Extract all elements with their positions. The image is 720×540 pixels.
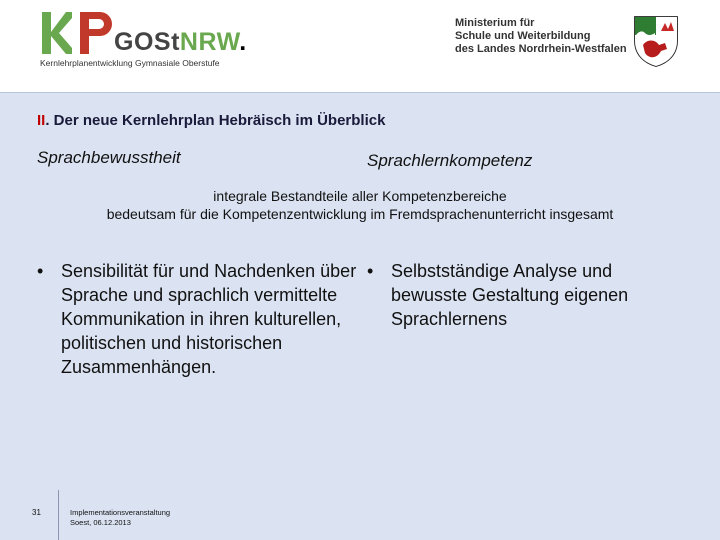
intro-line-1: integrale Bestandteile aller Kompetenzbereiche	[213, 188, 507, 204]
logo-subtitle: Kernlehrplanentwicklung Gymnasiale Oberstufe	[40, 58, 220, 68]
logo-dot: .	[239, 28, 247, 56]
header	[0, 0, 720, 92]
content-top-border	[0, 92, 720, 93]
heading-sprachbewusstheit: Sprachbewusstheit	[37, 148, 181, 167]
footer-divider	[58, 490, 59, 540]
kp-gost-nrw-logo	[40, 8, 247, 76]
ministry-name	[455, 17, 625, 56]
right-bullet-list	[367, 259, 687, 331]
slide-title-roman: II	[37, 112, 46, 129]
heading-sprachlernkompetenz: Sprachlernkompetenz	[367, 151, 533, 170]
bullet-marker: •	[37, 261, 44, 281]
list-item	[37, 259, 359, 379]
slide-content	[0, 92, 720, 540]
logo-gost-text: GOSt	[114, 28, 180, 56]
slide-title-text: . Der neue Kernlehrplan Hebräisch im Überblick	[45, 112, 386, 129]
ministry-line-2: Schule und Weiterbildung	[455, 30, 591, 42]
logo-wordmark	[114, 28, 247, 57]
left-bullet-text: Sensibilität für und Nachdenken über Sprache und sprachlich vermittelte Kommunikation in ihren kulturellen, politischen und historischen Zusammenhängen.	[61, 261, 357, 377]
right-bullet-text: Selbstständige Analyse und bewusste Gestaltung eigenen Sprachlernens	[391, 261, 629, 329]
bullet-marker: •	[367, 261, 374, 281]
page-number: 31	[32, 508, 41, 517]
intro-line-2: bedeutsam für die Kompetenzentwicklung im Fremdsprachenunterricht insgesamt	[106, 206, 614, 222]
intro-text	[0, 187, 720, 223]
logo-nrw-text: NRW	[179, 28, 240, 56]
footer-info	[70, 508, 170, 528]
logo-letter-p-icon	[80, 12, 112, 54]
nrw-coat-of-arms-icon	[633, 15, 679, 67]
footer-date: Soest, 06.12.2013	[70, 518, 131, 527]
left-bullet-list	[37, 259, 359, 379]
footer-event: Implementationsveranstaltung	[70, 508, 171, 517]
ministry-line-1: Ministerium für	[455, 17, 535, 29]
slide-title	[37, 112, 385, 129]
ministry-line-3: des Landes Nordrhein-Westfalen	[455, 43, 627, 55]
list-item	[367, 259, 687, 331]
logo-letter-k-icon	[42, 12, 72, 54]
